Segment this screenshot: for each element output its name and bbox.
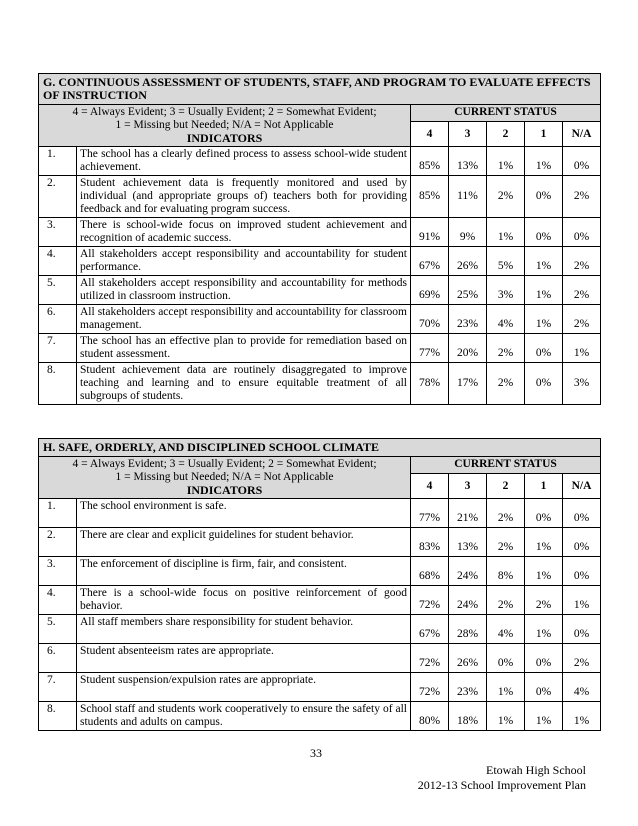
value-cell: 4% xyxy=(487,305,525,334)
value-cell: 77% xyxy=(411,499,449,528)
value-cell: 0% xyxy=(525,363,563,405)
indicator-text: There is a school-wide focus on positive reinforcement of good behavior. xyxy=(77,586,411,615)
value-cell: 1% xyxy=(487,702,525,731)
indicator-text: The school has a clearly defined process to assess school-wide student achievement. xyxy=(77,147,411,176)
section-h-table xyxy=(38,438,601,731)
value-cell: 1% xyxy=(525,276,563,305)
value-cell: 0% xyxy=(525,176,563,218)
row-number: 2. xyxy=(39,528,77,557)
row-number: 6. xyxy=(39,305,77,334)
value-cell: 1% xyxy=(563,334,601,363)
row-number: 1. xyxy=(39,147,77,176)
value-cell: 0% xyxy=(525,673,563,702)
indicator-text: The school has an effective plan to provide for remediation based on student assessment. xyxy=(77,334,411,363)
value-cell: 67% xyxy=(411,615,449,644)
value-cell: 0% xyxy=(563,147,601,176)
legend xyxy=(39,105,411,147)
indicator-text: All stakeholders accept responsibility and accountability for student performance. xyxy=(77,247,411,276)
row-number: 4. xyxy=(39,586,77,615)
column-header: 3 xyxy=(449,122,487,147)
value-cell: 24% xyxy=(449,557,487,586)
value-cell: 0% xyxy=(525,644,563,673)
column-header: N/A xyxy=(563,474,601,499)
section-title: H. SAFE, ORDERLY, AND DISCIPLINED SCHOOL CLIMATE xyxy=(39,439,601,457)
table-row xyxy=(39,276,601,305)
legend-line-1: 4 = Always Evident; 3 = Usually Evident; 2 = Somewhat Evident; xyxy=(72,106,377,118)
indicator-text: School staff and students work cooperatively to ensure the safety of all students and adults on campus. xyxy=(77,702,411,731)
legend-row xyxy=(39,457,601,474)
table-row xyxy=(39,247,601,276)
value-cell: 80% xyxy=(411,702,449,731)
row-number: 7. xyxy=(39,334,77,363)
footer-school: Etowah High School xyxy=(486,763,586,777)
value-cell: 1% xyxy=(525,615,563,644)
table-row xyxy=(39,673,601,702)
value-cell: 17% xyxy=(449,363,487,405)
value-cell: 1% xyxy=(487,673,525,702)
value-cell: 72% xyxy=(411,586,449,615)
value-cell: 2% xyxy=(563,247,601,276)
value-cell: 9% xyxy=(449,218,487,247)
value-cell: 23% xyxy=(449,673,487,702)
value-cell: 2% xyxy=(487,528,525,557)
value-cell: 78% xyxy=(411,363,449,405)
section-h-header xyxy=(39,439,601,457)
indicator-text: All staff members share responsibility for student behavior. xyxy=(77,615,411,644)
legend-line-1: 4 = Always Evident; 3 = Usually Evident; 2 = Somewhat Evident; xyxy=(72,458,377,470)
value-cell: 5% xyxy=(487,247,525,276)
value-cell: 2% xyxy=(563,176,601,218)
column-header: 1 xyxy=(525,474,563,499)
footer-plan: 2012-13 School Improvement Plan xyxy=(417,778,586,792)
section-g-table xyxy=(38,73,601,405)
section-title: G. CONTINUOUS ASSESSMENT OF STUDENTS, STAFF, AND PROGRAM TO EVALUATE EFFECTS OF INSTRUCTION xyxy=(39,74,601,105)
value-cell: 70% xyxy=(411,305,449,334)
value-cell: 77% xyxy=(411,334,449,363)
table-row xyxy=(39,305,601,334)
value-cell: 85% xyxy=(411,147,449,176)
value-cell: 26% xyxy=(449,644,487,673)
value-cell: 1% xyxy=(563,586,601,615)
row-number: 5. xyxy=(39,615,77,644)
value-cell: 3% xyxy=(563,363,601,405)
value-cell: 0% xyxy=(487,644,525,673)
table-row xyxy=(39,147,601,176)
value-cell: 0% xyxy=(563,615,601,644)
column-header: N/A xyxy=(563,122,601,147)
indicator-text: The enforcement of discipline is firm, fair, and consistent. xyxy=(77,557,411,586)
row-number: 3. xyxy=(39,557,77,586)
value-cell: 1% xyxy=(525,147,563,176)
section-h xyxy=(38,438,600,731)
value-cell: 0% xyxy=(525,218,563,247)
table-row xyxy=(39,528,601,557)
value-cell: 1% xyxy=(525,305,563,334)
value-cell: 8% xyxy=(487,557,525,586)
table-row xyxy=(39,218,601,247)
indicators-label: INDICATORS xyxy=(186,483,263,497)
indicator-text: Student suspension/expulsion rates are appropriate. xyxy=(77,673,411,702)
table-row xyxy=(39,586,601,615)
value-cell: 0% xyxy=(563,218,601,247)
value-cell: 24% xyxy=(449,586,487,615)
value-cell: 25% xyxy=(449,276,487,305)
value-cell: 13% xyxy=(449,147,487,176)
table-row xyxy=(39,176,601,218)
value-cell: 11% xyxy=(449,176,487,218)
value-cell: 18% xyxy=(449,702,487,731)
current-status-label: CURRENT STATUS xyxy=(411,105,601,122)
value-cell: 0% xyxy=(563,557,601,586)
table-row xyxy=(39,702,601,731)
row-number: 6. xyxy=(39,644,77,673)
value-cell: 20% xyxy=(449,334,487,363)
column-header: 2 xyxy=(487,122,525,147)
value-cell: 23% xyxy=(449,305,487,334)
value-cell: 2% xyxy=(487,499,525,528)
value-cell: 2% xyxy=(525,586,563,615)
indicator-text: There is school-wide focus on improved student achievement and recognition of academic success. xyxy=(77,218,411,247)
table-row xyxy=(39,334,601,363)
table-row xyxy=(39,557,601,586)
page-number: 33 xyxy=(310,746,322,760)
value-cell: 83% xyxy=(411,528,449,557)
indicator-text: Student absenteeism rates are appropriate. xyxy=(77,644,411,673)
column-header: 3 xyxy=(449,474,487,499)
column-header: 4 xyxy=(411,122,449,147)
value-cell: 2% xyxy=(487,586,525,615)
value-cell: 1% xyxy=(563,702,601,731)
value-cell: 2% xyxy=(487,176,525,218)
section-g-header xyxy=(39,74,601,105)
indicator-text: All stakeholders accept responsibility and accountability for methods utilized in classroom instruction. xyxy=(77,276,411,305)
section-g xyxy=(38,73,600,405)
legend-row xyxy=(39,105,601,122)
value-cell: 4% xyxy=(487,615,525,644)
value-cell: 26% xyxy=(449,247,487,276)
value-cell: 21% xyxy=(449,499,487,528)
indicator-text: The school environment is safe. xyxy=(77,499,411,528)
value-cell: 2% xyxy=(563,276,601,305)
value-cell: 1% xyxy=(525,557,563,586)
row-number: 4. xyxy=(39,247,77,276)
section-h-rows xyxy=(39,499,601,731)
row-number: 3. xyxy=(39,218,77,247)
table-row xyxy=(39,363,601,405)
indicator-text: There are clear and explicit guidelines for student behavior. xyxy=(77,528,411,557)
value-cell: 1% xyxy=(525,528,563,557)
table-row xyxy=(39,499,601,528)
indicator-text: Student achievement data is frequently monitored and used by individual (and appropriate groups of) teachers both for providing feedback and for evaluating program success. xyxy=(77,176,411,218)
indicator-text: Student achievement data are routinely disaggregated to improve teaching and learning and to ensure equitable treatment of all subgroups of students. xyxy=(77,363,411,405)
value-cell: 0% xyxy=(525,499,563,528)
value-cell: 68% xyxy=(411,557,449,586)
value-cell: 85% xyxy=(411,176,449,218)
indicator-text: All stakeholders accept responsibility and accountability for classroom management. xyxy=(77,305,411,334)
value-cell: 67% xyxy=(411,247,449,276)
row-number: 8. xyxy=(39,363,77,405)
value-cell: 3% xyxy=(487,276,525,305)
value-cell: 2% xyxy=(487,363,525,405)
row-number: 8. xyxy=(39,702,77,731)
row-number: 7. xyxy=(39,673,77,702)
value-cell: 28% xyxy=(449,615,487,644)
value-cell: 2% xyxy=(563,644,601,673)
value-cell: 2% xyxy=(563,305,601,334)
column-header: 4 xyxy=(411,474,449,499)
row-number: 2. xyxy=(39,176,77,218)
legend-line-2: 1 = Missing but Needed; N/A = Not Applicable xyxy=(115,471,334,483)
table-row xyxy=(39,615,601,644)
value-cell: 2% xyxy=(487,334,525,363)
column-header: 1 xyxy=(525,122,563,147)
value-cell: 4% xyxy=(563,673,601,702)
value-cell: 72% xyxy=(411,644,449,673)
column-header: 2 xyxy=(487,474,525,499)
value-cell: 91% xyxy=(411,218,449,247)
row-number: 5. xyxy=(39,276,77,305)
value-cell: 1% xyxy=(525,702,563,731)
value-cell: 69% xyxy=(411,276,449,305)
section-g-rows xyxy=(39,147,601,405)
value-cell: 1% xyxy=(525,247,563,276)
indicators-label: INDICATORS xyxy=(186,131,263,145)
value-cell: 0% xyxy=(563,499,601,528)
value-cell: 13% xyxy=(449,528,487,557)
legend xyxy=(39,457,411,499)
row-number: 1. xyxy=(39,499,77,528)
value-cell: 0% xyxy=(563,528,601,557)
table-row xyxy=(39,644,601,673)
value-cell: 0% xyxy=(525,334,563,363)
value-cell: 1% xyxy=(487,218,525,247)
value-cell: 72% xyxy=(411,673,449,702)
current-status-label: CURRENT STATUS xyxy=(411,457,601,474)
value-cell: 1% xyxy=(487,147,525,176)
legend-line-2: 1 = Missing but Needed; N/A = Not Applicable xyxy=(115,119,334,131)
